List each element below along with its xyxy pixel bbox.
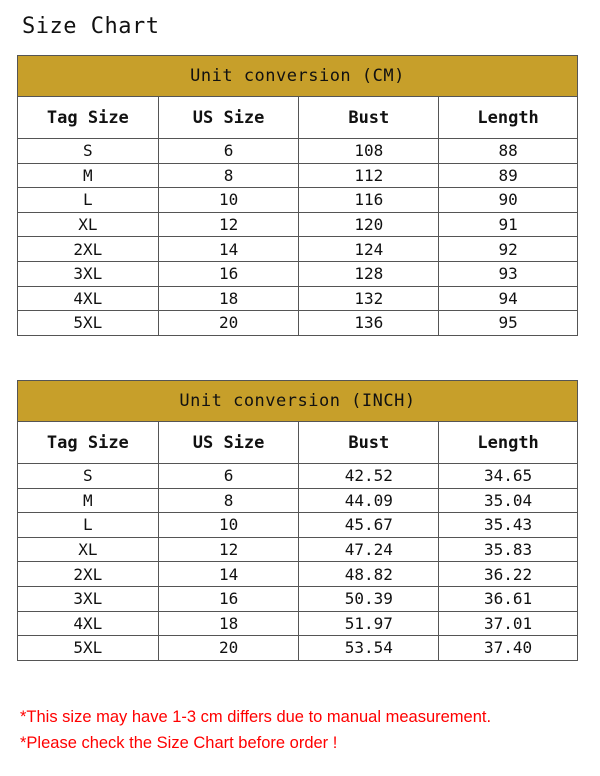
- table-cell: 95: [439, 311, 578, 336]
- table-cell: 93: [439, 261, 578, 286]
- table-cell: M: [18, 163, 159, 188]
- table-row: [18, 286, 578, 311]
- table-cell: M: [18, 488, 159, 513]
- table-cell: L: [18, 513, 159, 538]
- table-cell: 6: [158, 464, 299, 489]
- table-cell: 94: [439, 286, 578, 311]
- table-cell: 36.22: [439, 562, 578, 587]
- table-cell: 3XL: [18, 586, 159, 611]
- table-cell: 4XL: [18, 286, 159, 311]
- inch-column-header: Tag Size: [18, 422, 159, 464]
- table-cell: 91: [439, 212, 578, 237]
- table-cell: 92: [439, 237, 578, 262]
- table-cell: 16: [158, 586, 299, 611]
- cm-column-headers: [18, 97, 578, 139]
- table-row: [18, 311, 578, 336]
- inch-table-heading: Unit conversion (INCH): [18, 381, 578, 422]
- table-row: [18, 464, 578, 489]
- table-row: [18, 163, 578, 188]
- table-cell: 35.04: [439, 488, 578, 513]
- table-cell: XL: [18, 212, 159, 237]
- table-cell: 50.39: [299, 586, 439, 611]
- table-row: [18, 562, 578, 587]
- inch-column-header: Bust: [299, 422, 439, 464]
- table-cell: 36.61: [439, 586, 578, 611]
- check-chart-note: *Please check the Size Chart before order !: [20, 734, 338, 752]
- table-cell: S: [18, 464, 159, 489]
- table-cell: 116: [299, 188, 439, 213]
- table-row: [18, 537, 578, 562]
- page-title: Size Chart: [22, 14, 160, 39]
- table-cell: 14: [158, 237, 299, 262]
- table-row: [18, 237, 578, 262]
- table-cell: 10: [158, 513, 299, 538]
- table-cell: 6: [158, 139, 299, 164]
- table-row: [18, 513, 578, 538]
- cm-column-header: Tag Size: [18, 97, 159, 139]
- table-row: [18, 611, 578, 636]
- table-cell: 5XL: [18, 311, 159, 336]
- table-cell: 2XL: [18, 562, 159, 587]
- table-cell: 35.43: [439, 513, 578, 538]
- table-row: [18, 261, 578, 286]
- table-cell: 88: [439, 139, 578, 164]
- cm-table-heading: Unit conversion (CM): [18, 56, 578, 97]
- table-cell: 34.65: [439, 464, 578, 489]
- table-row: [18, 139, 578, 164]
- table-cell: 4XL: [18, 611, 159, 636]
- table-cell: 8: [158, 488, 299, 513]
- table-cell: 45.67: [299, 513, 439, 538]
- table-cell: 136: [299, 311, 439, 336]
- table-cell: XL: [18, 537, 159, 562]
- table-cell: 20: [158, 311, 299, 336]
- table-cell: 90: [439, 188, 578, 213]
- table-cell: 8: [158, 163, 299, 188]
- table-cell: 44.09: [299, 488, 439, 513]
- table-cell: 37.40: [439, 636, 578, 661]
- table-cell: 112: [299, 163, 439, 188]
- table-cell: 128: [299, 261, 439, 286]
- table-row: [18, 212, 578, 237]
- table-cell: 18: [158, 611, 299, 636]
- inch-column-headers: [18, 422, 578, 464]
- table-cell: 2XL: [18, 237, 159, 262]
- cm-column-header: Bust: [299, 97, 439, 139]
- table-cell: 108: [299, 139, 439, 164]
- table-cell: 37.01: [439, 611, 578, 636]
- inch-table-body: [18, 464, 578, 661]
- table-cell: 132: [299, 286, 439, 311]
- table-cell: 3XL: [18, 261, 159, 286]
- table-cell: 42.52: [299, 464, 439, 489]
- table-cell: 120: [299, 212, 439, 237]
- table-cell: 47.24: [299, 537, 439, 562]
- table-cell: 10: [158, 188, 299, 213]
- table-row: [18, 188, 578, 213]
- table-cell: L: [18, 188, 159, 213]
- inch-size-table: [17, 380, 578, 661]
- table-row: [18, 488, 578, 513]
- table-cell: 124: [299, 237, 439, 262]
- table-cell: 12: [158, 537, 299, 562]
- table-cell: 20: [158, 636, 299, 661]
- table-cell: 51.97: [299, 611, 439, 636]
- table-cell: 5XL: [18, 636, 159, 661]
- table-cell: 89: [439, 163, 578, 188]
- table-row: [18, 636, 578, 661]
- cm-table-body: [18, 139, 578, 336]
- table-cell: 12: [158, 212, 299, 237]
- table-cell: 35.83: [439, 537, 578, 562]
- cm-column-header: US Size: [158, 97, 299, 139]
- table-row: [18, 586, 578, 611]
- table-cell: 48.82: [299, 562, 439, 587]
- table-cell: S: [18, 139, 159, 164]
- inch-column-header: Length: [439, 422, 578, 464]
- table-cell: 16: [158, 261, 299, 286]
- table-cell: 18: [158, 286, 299, 311]
- table-cell: 53.54: [299, 636, 439, 661]
- inch-column-header: US Size: [158, 422, 299, 464]
- cm-size-table: [17, 55, 578, 336]
- measurement-note: *This size may have 1-3 cm differs due to manual measurement.: [20, 708, 492, 726]
- table-cell: 14: [158, 562, 299, 587]
- cm-column-header: Length: [439, 97, 578, 139]
